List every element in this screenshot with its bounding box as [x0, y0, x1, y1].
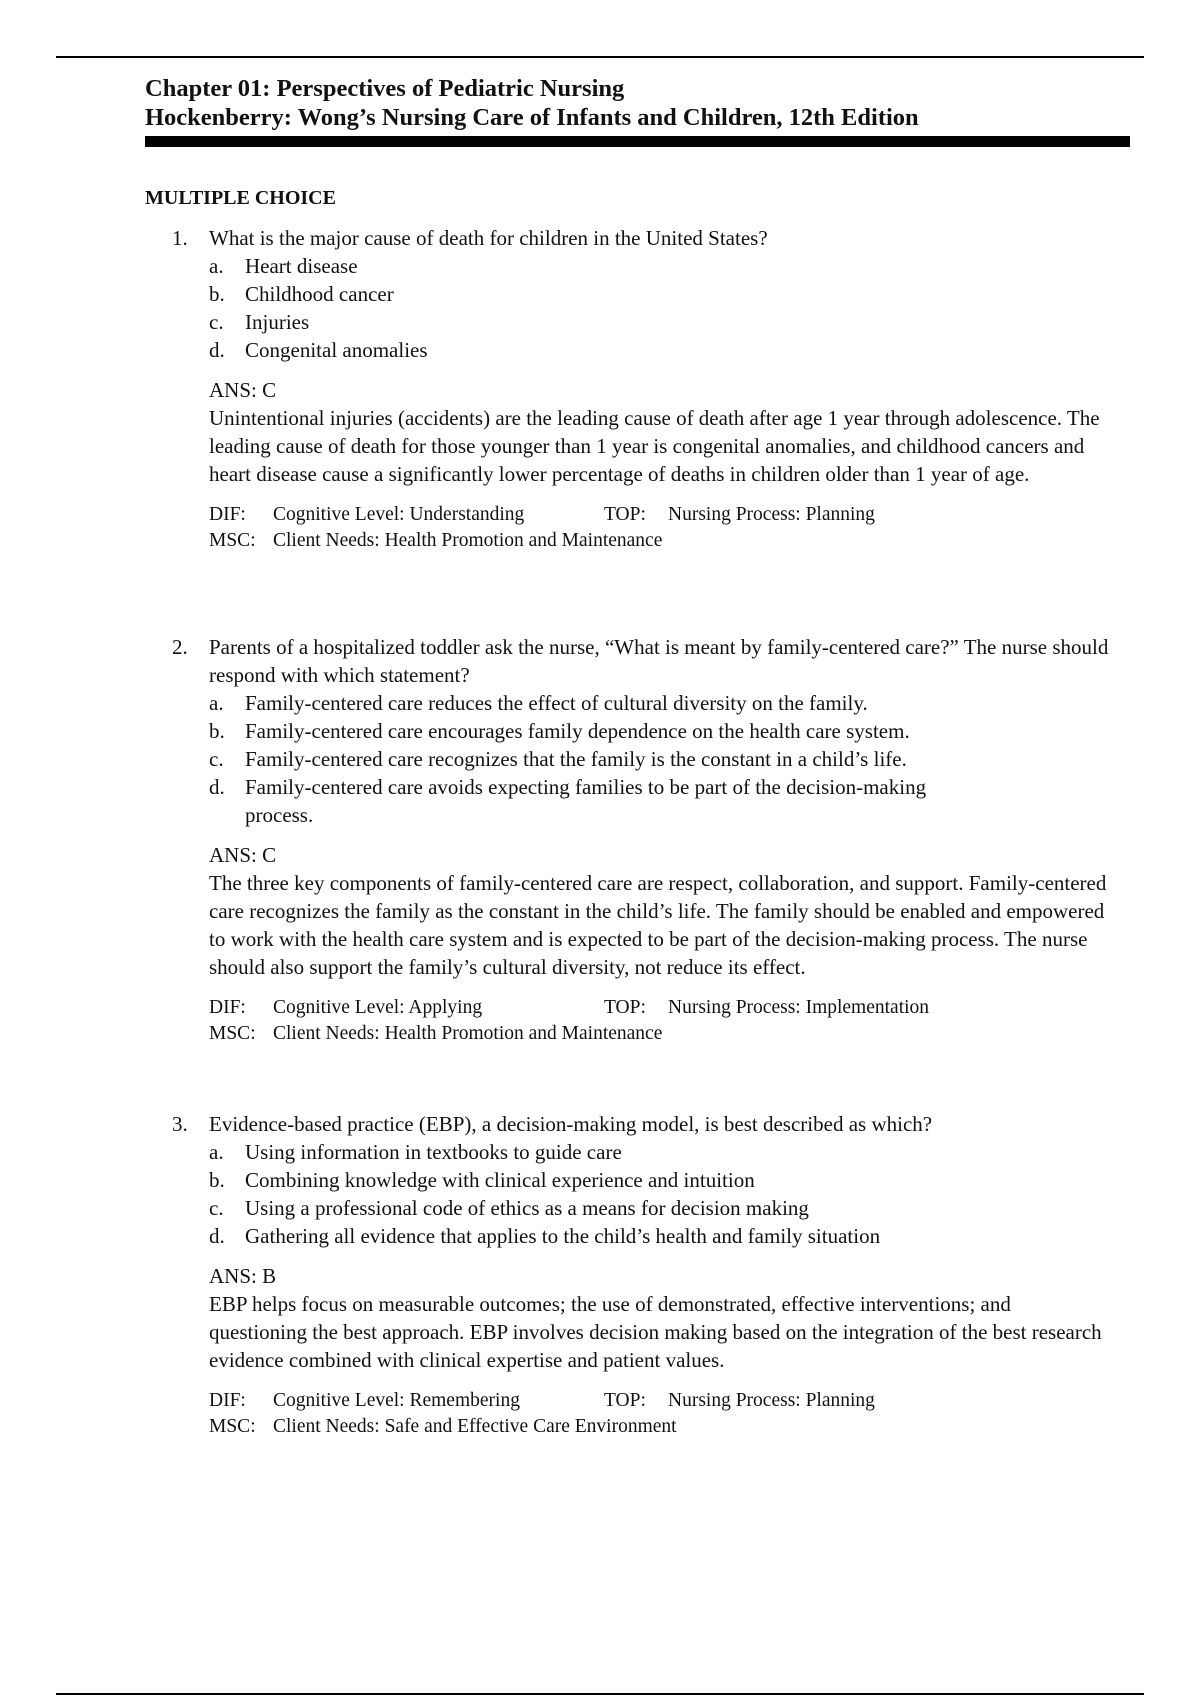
top-value: Nursing Process: Implementation: [668, 997, 930, 1018]
answer-block: [209, 1262, 1130, 1374]
question-2: [145, 633, 1130, 1047]
option-c: [209, 1194, 1130, 1222]
dif-label: DIF:: [209, 1390, 246, 1411]
option-text: Gathering all evidence that applies to the child’s health and family situation: [245, 1224, 881, 1248]
option-letter: d.: [209, 1224, 225, 1248]
option-letter: c.: [209, 1196, 224, 1220]
book-title: Hockenberry: Wong’s Nursing Care of Infants and Children, 12th Edition: [145, 104, 919, 131]
question-1: [145, 224, 1130, 554]
option-letter: b.: [209, 282, 225, 306]
option-text: Injuries: [245, 310, 310, 334]
option-d: [209, 1222, 1130, 1250]
question-3: [145, 1110, 1130, 1440]
bottom-rule: [56, 1693, 1144, 1695]
question-metadata: [209, 502, 1130, 554]
dif-label: DIF:: [209, 997, 246, 1018]
question-stem: Evidence-based practice (EBP), a decision-making model, is best described as which?: [209, 1112, 933, 1136]
msc-label: MSC:: [209, 1416, 256, 1437]
question-number: 2.: [172, 635, 188, 659]
rationale: Unintentional injuries (accidents) are the leading cause of death after age 1 year through adolescence. The leading cause of death for those younger than 1 year is congenital anomalies, and childhood cancers and heart disease cause a significantly lower percentage of deaths in children older than 1 year of age.: [209, 406, 1100, 486]
answer-key: ANS: C: [209, 378, 277, 402]
question-number: 3.: [172, 1112, 188, 1136]
question-stem: Parents of a hospitalized toddler ask the nurse, “What is meant by family-centered care?” The nurse should respond with which statement?: [209, 635, 1109, 687]
answer-key: ANS: B: [209, 1264, 277, 1288]
question-metadata: [209, 995, 1130, 1047]
option-list: [209, 252, 1130, 364]
dif-label: DIF:: [209, 504, 246, 525]
option-b: [209, 717, 1130, 745]
msc-value: Client Needs: Health Promotion and Maintenance: [273, 530, 663, 551]
option-b: [209, 1166, 1130, 1194]
question-number: 1.: [172, 226, 188, 250]
option-text: Using a professional code of ethics as a means for decision making: [245, 1196, 809, 1220]
option-letter: c.: [209, 747, 224, 771]
option-d: [209, 773, 1130, 829]
option-text: Congenital anomalies: [245, 338, 428, 362]
rationale: The three key components of family-centered care are respect, collaboration, and support. Family-centered care recognizes the family as the constant in the child’s life. The family should be enabled and empowered to work with the health care system and is expected to be part of the decision-making process. The nurse should also support the family’s cultural diversity, not reduce its effect.: [209, 871, 1107, 979]
option-a: [209, 1138, 1130, 1166]
option-a: [209, 252, 1130, 280]
option-letter: d.: [209, 775, 225, 799]
option-letter: b.: [209, 719, 225, 743]
document-header: [145, 74, 1130, 147]
top-value: Nursing Process: Planning: [668, 504, 875, 525]
top-value: Nursing Process: Planning: [668, 1390, 875, 1411]
option-a: [209, 689, 1130, 717]
dif-value: Cognitive Level: Understanding: [273, 504, 525, 525]
msc-value: Client Needs: Safe and Effective Care Environment: [273, 1416, 677, 1437]
title-underline-bar: [145, 136, 1130, 147]
msc-value: Client Needs: Health Promotion and Maintenance: [273, 1023, 663, 1044]
chapter-title: Chapter 01: Perspectives of Pediatric Nursing: [145, 75, 625, 102]
option-d: [209, 336, 1130, 364]
dif-value: Cognitive Level: Applying: [273, 997, 483, 1018]
rationale: EBP helps focus on measurable outcomes; the use of demonstrated, effective interventions; and questioning the best approach. EBP involves decision making based on the integration of the best research evidence combined with clinical expertise and patient values.: [209, 1292, 1102, 1372]
option-letter: a.: [209, 691, 224, 715]
option-list: [209, 689, 1130, 829]
option-c: [209, 308, 1130, 336]
option-text: Family-centered care encourages family dependence on the health care system.: [245, 719, 910, 743]
option-list: [209, 1138, 1130, 1250]
top-label: TOP:: [604, 1390, 646, 1411]
option-text: Heart disease: [245, 254, 358, 278]
option-letter: b.: [209, 1168, 225, 1192]
answer-block: [209, 376, 1130, 488]
question-stem: What is the major cause of death for children in the United States?: [209, 226, 768, 250]
option-text: Combining knowledge with clinical experience and intuition: [245, 1168, 755, 1192]
dif-value: Cognitive Level: Remembering: [273, 1390, 520, 1411]
top-label: TOP:: [604, 504, 646, 525]
top-rule: [56, 56, 1144, 58]
option-letter: a.: [209, 1140, 224, 1164]
option-text: Family-centered care recognizes that the family is the constant in a child’s life.: [245, 747, 907, 771]
section-heading: MULTIPLE CHOICE: [145, 187, 336, 209]
answer-block: [209, 841, 1130, 981]
top-label: TOP:: [604, 997, 646, 1018]
question-metadata: [209, 1388, 1130, 1440]
option-letter: c.: [209, 310, 224, 334]
option-letter: d.: [209, 338, 225, 362]
msc-label: MSC:: [209, 530, 256, 551]
option-letter: a.: [209, 254, 224, 278]
option-text: Family-centered care reduces the effect of cultural diversity on the family.: [245, 691, 868, 715]
option-text: Using information in textbooks to guide care: [245, 1140, 622, 1164]
option-text: Childhood cancer: [245, 282, 394, 306]
msc-label: MSC:: [209, 1023, 256, 1044]
option-text: Family-centered care avoids expecting families to be part of the decision-making process.: [245, 775, 927, 827]
option-c: [209, 745, 1130, 773]
answer-key: ANS: C: [209, 843, 277, 867]
option-b: [209, 280, 1130, 308]
